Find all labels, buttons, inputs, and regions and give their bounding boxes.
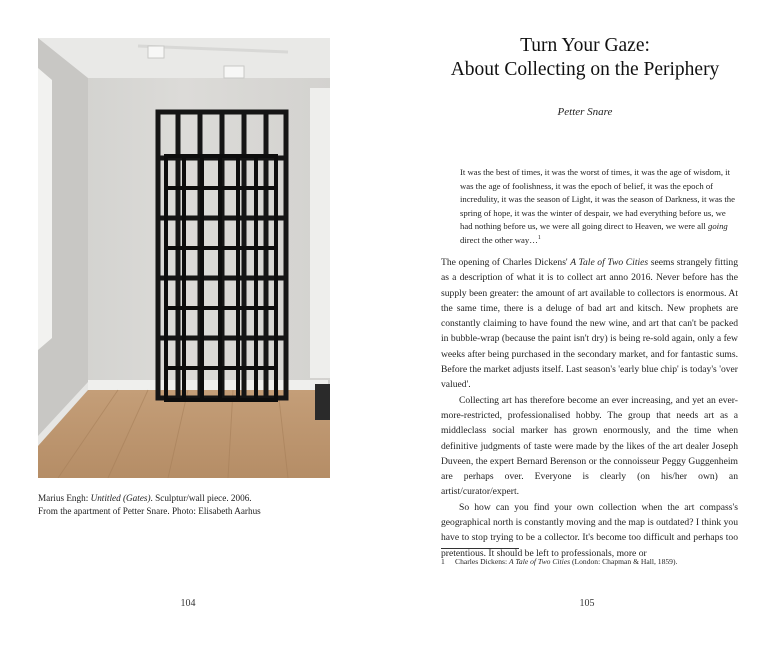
footnote-number: 1: [441, 557, 445, 566]
title-line-1: Turn Your Gaze:: [520, 35, 650, 56]
paragraph-1: [441, 255, 738, 393]
caption-artist: Marius Engh:: [38, 493, 91, 503]
p1-rest: seems strangely fitting as a description of what it is to collect art anno 2016. Never before has the supply been greater: the amount of art available to collectors is enormous. At the same time, there is a deluge of bad art and kitsch. New prophets are constantly claiming to have found the new wine, and art that can't be packed in bubble-wrap (because the paint isn't dry) is being re-sold again, only a few weeks after being purchased in the secondary market, and for fantastic sums. Before the market adjusts itself. Last season's 'early blue chip' is today's 'over valued'.: [441, 257, 738, 391]
page-number-right: 105: [579, 598, 595, 609]
page-number-left: 104: [180, 598, 196, 609]
caption-work-title: Untitled (Gates): [90, 493, 151, 503]
essay-title: [420, 34, 750, 82]
gallery-room-illustration: [38, 38, 330, 478]
footnote-rest: (London: Chapman & Hall, 1859).: [570, 557, 678, 566]
caption-credit: From the apartment of Petter Snare. Photo: Elisabeth Aarhus: [38, 505, 261, 516]
footnote-author: Charles Dickens:: [455, 557, 509, 566]
footnote-divider: [441, 548, 519, 549]
epigraph-italic: going: [707, 221, 728, 232]
epigraph-end: direct the other way…: [460, 234, 538, 245]
footnote-title: A Tale of Two Cities: [509, 557, 571, 566]
title-line-2: About Collecting on the Periphery: [450, 59, 720, 80]
essay-author: Petter Snare: [557, 106, 613, 118]
essay-body: [441, 255, 738, 561]
photo-caption: [38, 492, 338, 517]
epigraph-quote: [460, 166, 738, 248]
footnote-marker[interactable]: 1: [537, 235, 541, 242]
epigraph-text: It was the best of times, it was the worst of times, it was the age of wisdom, it was the age of foolishness, it was the epoch of belief, it was the epoch of incredulity, it was the season of Light, it was the season of Darkness, it was the spring of hope, it was the winter of despair, we had everything before us, we had nothing before us, we were all going direct to Heaven, we were all: [460, 167, 735, 232]
p1-start: The opening of Charles Dickens': [441, 257, 571, 268]
caption-details: . Sculptur/wall piece. 2006.: [150, 493, 252, 503]
artwork-photo: [38, 38, 330, 478]
p1-book-title: A Tale of Two Cities: [570, 257, 649, 268]
footnote: [441, 556, 738, 567]
paragraph-3: So how can you find your own collection when the art compass's geographical north is constantly moving and the map is outdated? I think you have to stop trying to be a collector. It's become too difficult and perhaps too pretentious. It should be left to professionals, more or: [441, 501, 738, 559]
paragraph-2: Collecting art has therefore become an ever increasing, and yet an ever-more-restricted, professionalised hobby. The group that needs art as a middleclass social marker has grown enormously, and the time when definitive judgments of taste were made by the likes of the art dealer Joseph Duveen, the expert Bernard Berenson or the connoisseur Peggy Guggenheim are perhaps over. Everyone is clearly (on his/her own) an artist/curator/expert.: [441, 394, 738, 498]
